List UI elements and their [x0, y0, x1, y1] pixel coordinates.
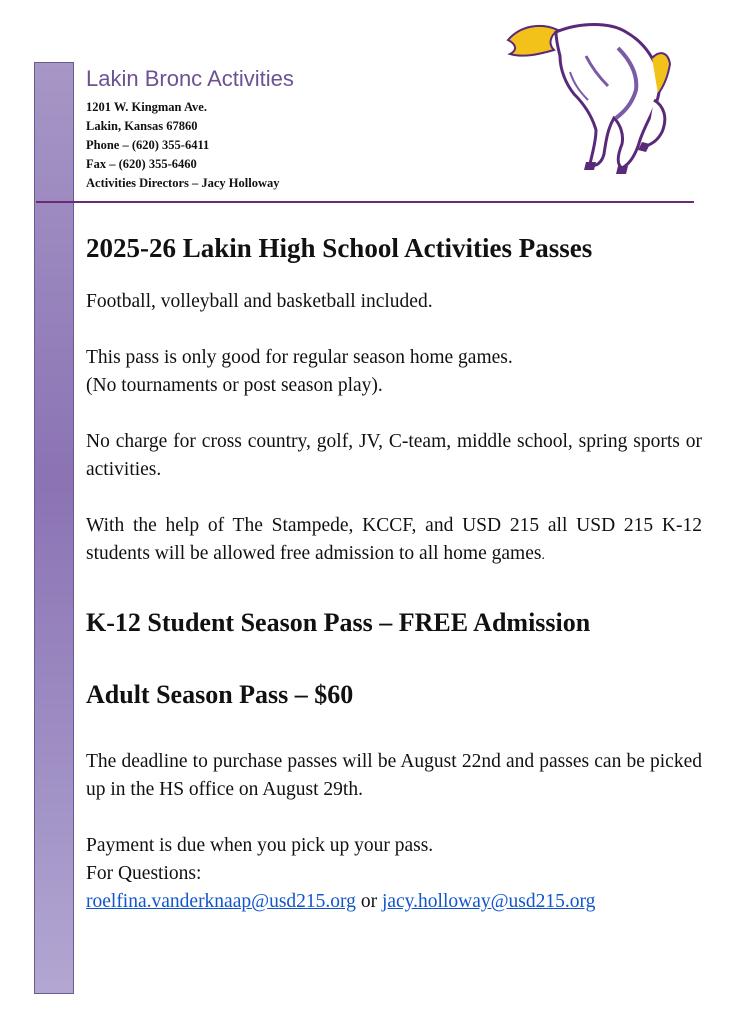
address-phone: Phone – (620) 355-6411 — [86, 138, 210, 152]
payment-text: Payment is due when you pick up your pass. — [86, 835, 434, 856]
adult-pass-heading: Adult Season Pass – $60 — [86, 680, 354, 709]
free-admission-note — [86, 512, 702, 570]
free-admission-text: With the help of The Stampede, KCCF, and USD 215 all USD 215 K-12 students will be allowed free admission to all home games — [86, 515, 702, 564]
or-text: or — [360, 891, 378, 912]
payment-note — [86, 832, 702, 916]
free-admission-period: . — [541, 548, 545, 563]
email-link-vanderknaap[interactable]: roelfina.vanderknaap@usd215.org — [86, 891, 356, 912]
org-name: Lakin Bronc Activities — [86, 66, 294, 91]
bronco-horse-icon — [500, 8, 674, 178]
address-block — [86, 98, 279, 193]
header-divider — [36, 201, 694, 203]
pass-validity-line2: (No tournaments or post season play). — [86, 375, 383, 396]
main-content — [86, 226, 702, 916]
student-pass-heading: K-12 Student Season Pass – FREE Admission — [86, 608, 591, 637]
questions-label: For Questions: — [86, 863, 202, 884]
included-sports: Football, volleyball and basketball included. — [86, 291, 433, 312]
no-charge-note: No charge for cross country, golf, JV, C-team, middle school, spring sports or activities. — [86, 431, 702, 480]
deadline-note: The deadline to purchase passes will be August 22nd and passes can be picked up in the HS office on August 29th. — [86, 751, 702, 800]
page-title: 2025-26 Lakin High School Activities Passes — [86, 233, 593, 263]
address-director: Activities Directors – Jacy Holloway — [86, 176, 280, 190]
address-city: Lakin, Kansas 67860 — [86, 119, 198, 133]
pass-validity-line1: This pass is only good for regular season home games. — [86, 347, 513, 368]
pass-validity — [86, 344, 702, 400]
address-street: 1201 W. Kingman Ave. — [86, 100, 207, 114]
email-link-holloway[interactable]: jacy.holloway@usd215.org — [381, 891, 596, 912]
address-fax: Fax – (620) 355-6460 — [86, 157, 197, 171]
